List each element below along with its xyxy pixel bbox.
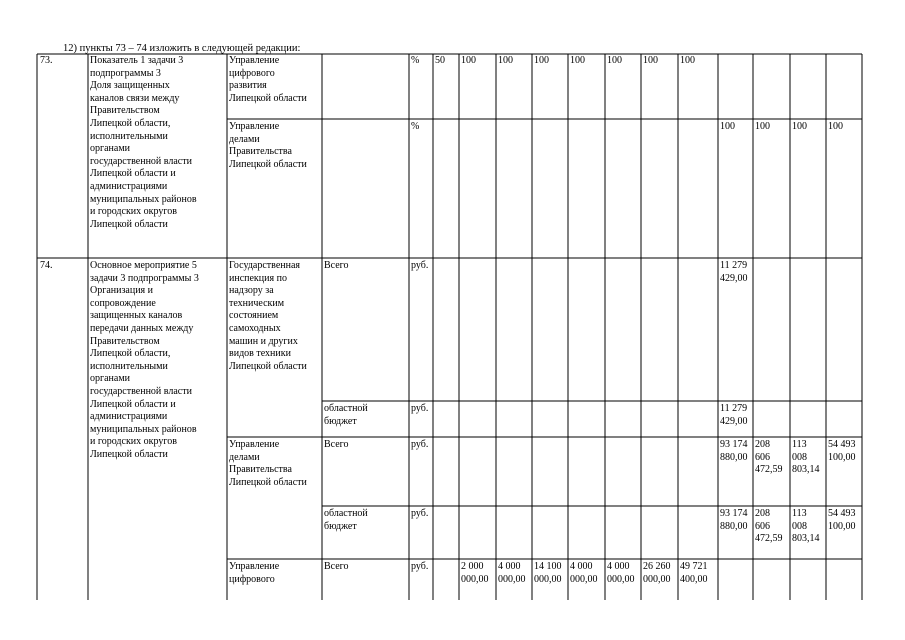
row-74-a-region-value: 11 279 429,00: [720, 403, 748, 427]
row-73-name: Показатель 1 задачи 3 подпрограммы 3 Доля защищенных каналов связи между Правительством Липецкой области, исполнительными органами государственной власти Липецкой области и администрациями муниципальных районов и городских округов Липецкой области: [90, 55, 197, 230]
row-73-executor-a: Управление цифрового развития Липецкой области: [229, 55, 307, 104]
row-74-c-total-value: 2 000 000,00: [461, 561, 489, 585]
row-74-c-source-total: Всего: [324, 561, 349, 572]
row-74-executor-a: Государственная инспекция по надзору за техническим состоянием самоходных машин и других видов техники Липецкой области: [229, 260, 307, 372]
row-74-name: Основное мероприятие 5 задачи 3 подпрограммы 3 Организация и сопровождение защищенных каналов передачи данных между Правительством Липецкой области, исполнительными органами государственной власти Липецкой области и администрациями муниципальных районов и городских округов Липецкой области: [90, 260, 199, 460]
row-74-c-total-value: 4 000 000,00: [607, 561, 635, 585]
row-74-b-region-value: 93 174 880,00: [720, 508, 748, 532]
row-74-c-total-value: 14 100 000,00: [534, 561, 562, 585]
row-73-value-b: 100: [720, 121, 735, 132]
row-74-executor-c: Управление цифрового: [229, 561, 280, 585]
row-74-b-total-value: 54 493 100,00: [828, 439, 856, 463]
row-73-value-a: 100: [534, 55, 549, 66]
row-73-value-b: 100: [755, 121, 770, 132]
row-73-value-a: 100: [461, 55, 476, 66]
row-74-b-total-value: 93 174 880,00: [720, 439, 748, 463]
row-73-unit-a: %: [411, 55, 420, 66]
row-74-c-total-value: 49 721 400,00: [680, 561, 708, 585]
row-74-b-total-value: 113 008 803,14: [792, 439, 820, 476]
row-73-value-b: 100: [828, 121, 843, 132]
row-73-value-a: 100: [680, 55, 695, 66]
row-74-c-total-value: 26 260 000,00: [643, 561, 671, 585]
row-74-a-source-total: Всего: [324, 260, 349, 271]
row-74-b-unit-total: руб.: [411, 439, 429, 450]
row-73-unit-b: %: [411, 121, 420, 132]
row-74-a-unit-region: руб.: [411, 403, 429, 414]
row-74-b-region-value: 54 493 100,00: [828, 508, 856, 532]
row-74-b-source-region: областной бюджет: [324, 508, 368, 532]
row-74-b-source-total: Всего: [324, 439, 349, 450]
row-74-b-total-value: 208 606 472,59: [755, 439, 783, 476]
row-74-b-unit-region: руб.: [411, 508, 429, 519]
row-73-value-a: 100: [570, 55, 585, 66]
row-74-a-source-region: областной бюджет: [324, 403, 368, 427]
row-74-c-total-value: 4 000 000,00: [498, 561, 526, 585]
row-73-value-a: 100: [498, 55, 513, 66]
row-73-number: 73.: [40, 55, 53, 66]
row-73-value-a: 100: [607, 55, 622, 66]
row-73-value-a: 100: [643, 55, 658, 66]
row-74-a-total-value: 11 279 429,00: [720, 260, 748, 284]
section-heading: 12) пункты 73 – 74 изложить в следующей редакции:: [63, 43, 301, 54]
row-74-c-total-value: 4 000 000,00: [570, 561, 598, 585]
row-73-base-a: 50: [435, 55, 445, 66]
row-73-executor-b: Управление делами Правительства Липецкой области: [229, 121, 307, 170]
row-74-b-region-value: 208 606 472,59: [755, 508, 783, 545]
row-74-b-region-value: 113 008 803,14: [792, 508, 820, 545]
row-74-executor-b: Управление делами Правительства Липецкой области: [229, 439, 307, 488]
row-74-number: 74.: [40, 260, 53, 271]
row-74-c-unit-total: руб.: [411, 561, 429, 572]
row-74-a-unit-total: руб.: [411, 260, 429, 271]
row-73-value-b: 100: [792, 121, 807, 132]
